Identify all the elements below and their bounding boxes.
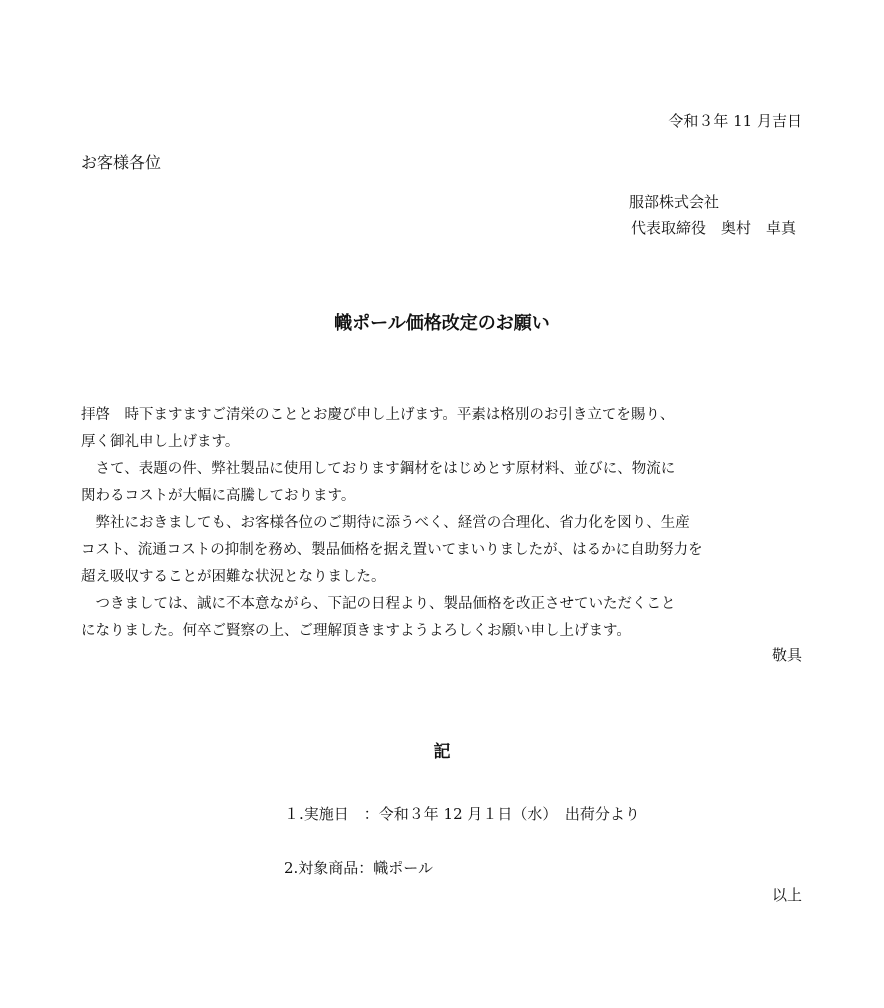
body-line: になりました。何卒ご賢察の上、ご理解頂きますようよろしくお願い申し上げます。 (81, 623, 631, 639)
item-target-product: 2.対象商品：幟ポール (284, 859, 434, 877)
letter-date: 令和３年 11 月吉日 (668, 112, 802, 130)
closing-keigu: 敬具 (771, 646, 802, 664)
body-line: 関わるコストが大幅に高騰しております。 (81, 488, 356, 504)
body-line: 厚く御礼申し上げます。 (81, 434, 240, 450)
body-line: 弊社におきましても、お客様各位のご期待に添うべく、経営の合理化、省力化を図り、生産 (81, 515, 690, 531)
item-implementation-date: １.実施日 ：令和３年 12 月１日（水） 出荷分より (284, 805, 640, 823)
letter-body (81, 402, 821, 645)
ki-heading: 記 (433, 742, 451, 762)
body-line: コスト、流通コストの抑制を務め、製品価格を据え置いてまいりましたが、はるかに自助努力を (81, 542, 703, 558)
letter-title: 幟ポール価格改定のお願い (334, 313, 550, 334)
sender-representative: 代表取締役 奥村 卓真 (631, 219, 797, 237)
body-line: つきましては、誠に不本意ながら、下記の日程より、製品価格を改正させていただくこと (81, 596, 676, 612)
sender-company: 服部株式会社 (629, 193, 720, 211)
body-line: 超え吸収することが困難な状況となりました。 (81, 569, 386, 585)
end-mark: 以上 (771, 886, 802, 904)
body-line: 拝啓 時下ますますご清栄のこととお慶び申し上げます。平素は格別のお引き立てを賜り、 (81, 407, 675, 423)
addressee: お客様各位 (81, 153, 162, 172)
body-line: さて、表題の件、弊社製品に使用しております鋼材をはじめとす原材料、並びに、物流に (81, 461, 676, 477)
